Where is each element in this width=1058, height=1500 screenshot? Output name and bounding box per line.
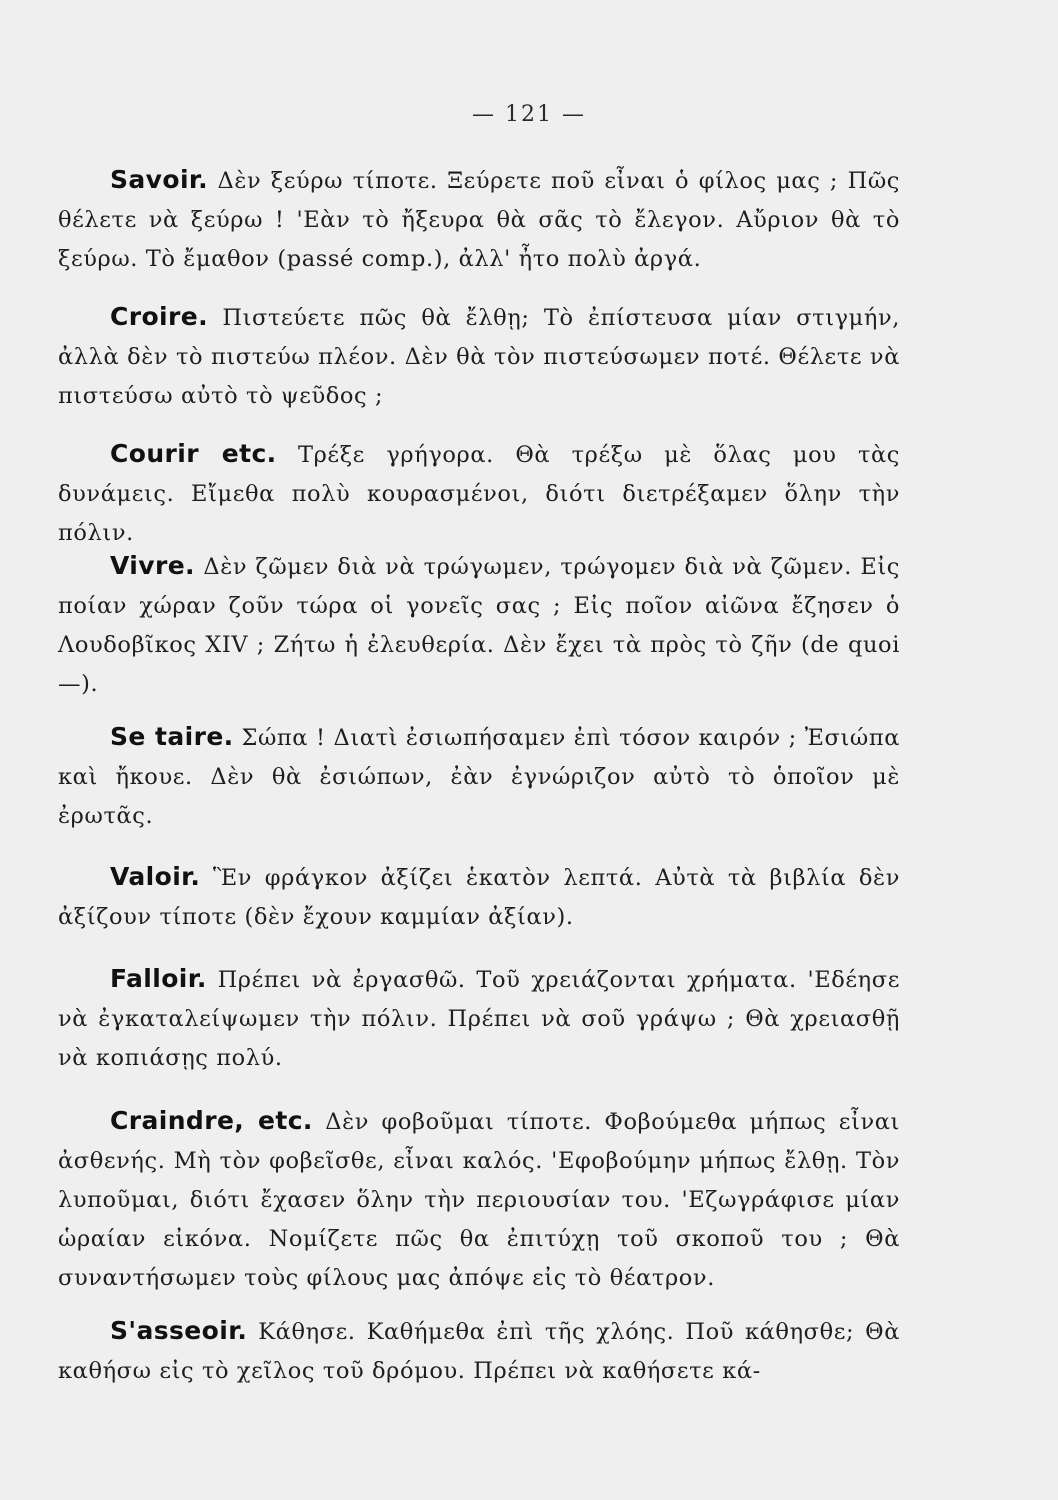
headword-croire: Croire. xyxy=(110,302,209,331)
headword-savoir: Savoir. xyxy=(110,165,208,194)
entry-text-falloir: Πρέπει νὰ ἐργασθῶ. Τοῦ χρειάζονται χρήματα. 'Εδέησε νὰ ἐγκαταλείψωμεν τὴν πόλιν. Πρέπει νὰ σοῦ γράψω ; Θὰ χρειασθῇ νὰ κοπιάσῃς πολύ. xyxy=(58,967,900,1071)
headword-falloir: Falloir. xyxy=(110,964,207,993)
page-number: — 121 — xyxy=(472,102,586,127)
entry-text-courir: Τρέξε γρήγορα. Θὰ τρέξω μὲ ὅλας μου τὰς δυνάμεις. Εἴμεθα πολὺ κουρασμένοι, διότι διετρέξαμεν ὅλην τὴν πόλιν. xyxy=(58,442,900,546)
entry-craindre xyxy=(58,1101,900,1298)
entry-valoir xyxy=(58,857,900,937)
entry-croire xyxy=(58,297,900,416)
entry-se-taire xyxy=(58,717,900,836)
entry-text-craindre: Δὲν φοβοῦμαι τίποτε. Φοβούμεθα μήπως εἶναι ἀσθενής. Μὴ τὸν φοβεῖσθε, εἶναι καλός. 'Εφοβούμην μήπως ἔλθῃ. Τὸν λυποῦμαι, διότι ἔχασεν ὅλην τὴν περιουσίαν του. 'Εζωγράφισε μίαν ὡραίαν εἰκόνα. Νομίζετε πῶς θα ἐπιτύχῃ τοῦ σκοποῦ του ; Θὰ συναντήσωμεν τοὺς φίλους μας ἀπόψε εἰς τὸ θέατρον. xyxy=(58,1109,900,1291)
entry-text-croire: Πιστεύετε πῶς θὰ ἔλθῃ; Τὸ ἐπίστευσα μίαν στιγμήν, ἀλλὰ δὲν τὸ πιστεύω πλέον. Δὲν θὰ τὸν πιστεύσωμεν ποτέ. Θέλετε νὰ πιστεύσω αὐτὸ τὸ ψεῦδος ; xyxy=(58,305,901,409)
entry-text-se-taire: Σώπα ! Διατὶ ἐσιωπήσαμεν ἐπὶ τόσον καιρόν ; Ἐσιώπα καὶ ἤκουε. Δὲν θὰ ἐσιώπων, ἐὰν ἐγνώριζον αὐτὸ τὸ ὁποῖον μὲ ἐρωτᾶς. xyxy=(58,725,901,829)
headword-vivre: Vivre. xyxy=(110,551,195,580)
entry-text-valoir: Ἓν φράγκον ἀξίζει ἑκατὸν λεπτά. Αὐτὰ τὰ βιβλία δὲν ἀξίζουν τίποτε (δὲν ἔχουν καμμίαν ἀξίαν). xyxy=(58,865,900,930)
headword-sasseoir: S'asseoir. xyxy=(110,1316,248,1345)
headword-se-taire: Se taire. xyxy=(110,722,234,751)
entry-text-sasseoir: Κάθησε. Καθήμεθα ἐπὶ τῆς χλόης. Ποῦ κάθησθε; Θὰ καθήσω εἰς τὸ χεῖλος τοῦ δρόμου. Πρέπει νὰ καθήσετε κά- xyxy=(58,1319,900,1384)
entry-sasseoir xyxy=(58,1311,900,1391)
entry-text-vivre: Δὲν ζῶμεν διὰ νὰ τρώγωμεν, τρώγομεν διὰ νὰ ζῶμεν. Εἰς ποίαν χώραν ζοῦν τώρα οἱ γονεῖς σας ; Εἰς ποῖον αἰῶνα ἔζησεν ὁ Λουδοβῖκος XIV ; Ζήτω ἡ ἐλευθερία. Δὲν ἔχει τὰ πρὸς τὸ ζῆν (de quoi—). xyxy=(58,554,900,697)
headword-craindre: Craindre, etc. xyxy=(110,1106,313,1135)
entry-text-savoir: Δὲν ξεύρω τίποτε. Ξεύρετε ποῦ εἶναι ὁ φίλος μας ; Πῶς θέλετε νὰ ξεύρω ! 'Εὰν τὸ ἤξευρα θὰ σᾶς τὸ ἔλεγον. Αὔριον θὰ τὸ ξεύρω. Τὸ ἔμαθον (passé comp.), ἀλλ' ἦτο πολὺ ἀργά. xyxy=(58,168,900,272)
entry-vivre xyxy=(58,546,900,704)
headword-valoir: Valoir. xyxy=(110,862,201,891)
entry-savoir xyxy=(58,160,900,279)
entry-courir xyxy=(58,434,900,553)
entry-falloir xyxy=(58,959,900,1078)
headword-courir: Courir etc. xyxy=(110,439,277,468)
